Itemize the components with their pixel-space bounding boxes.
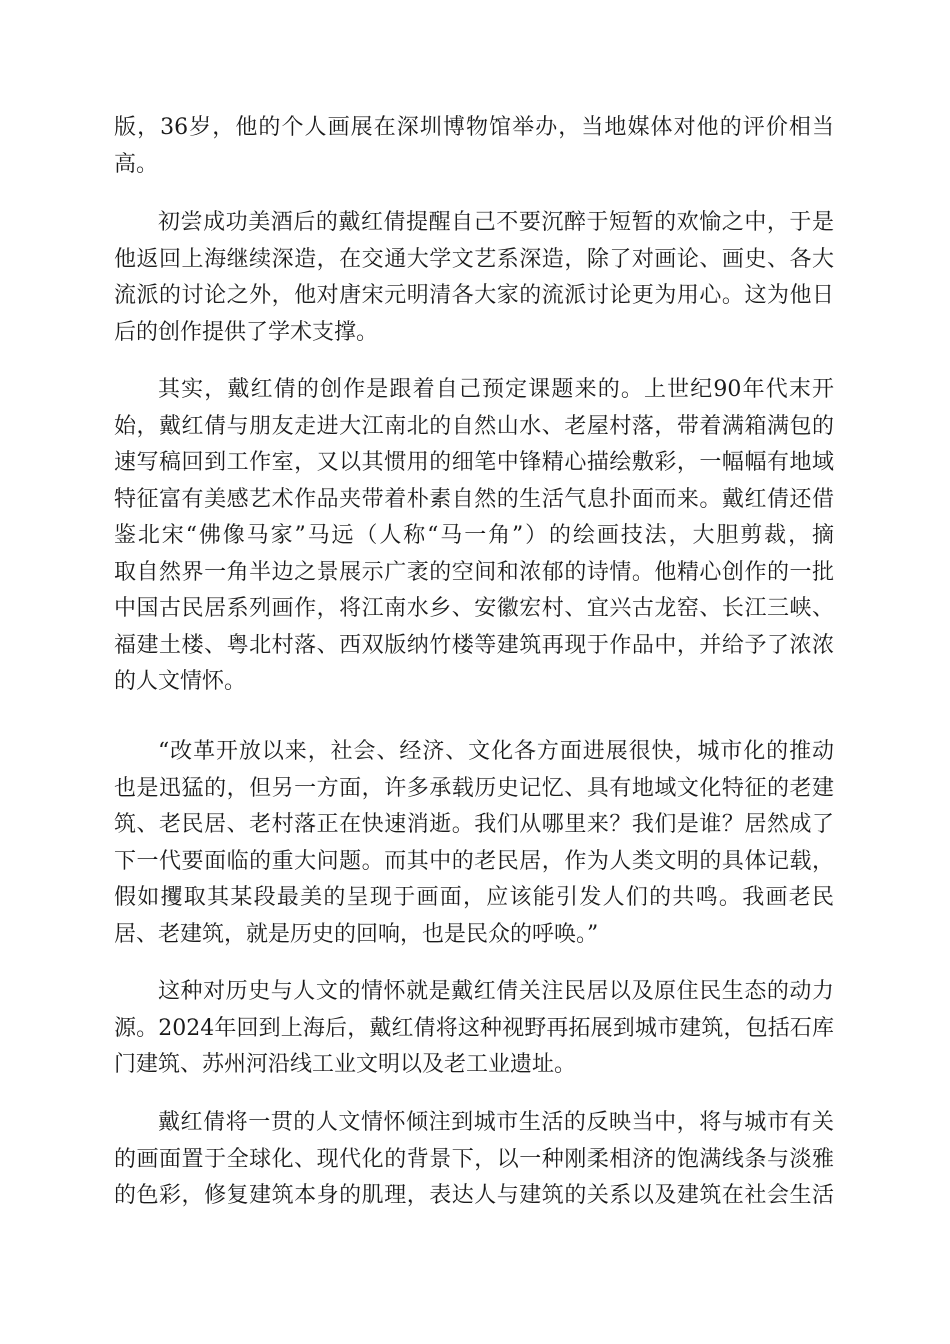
- paragraph-line: 居、老建筑，就是历史的回响，也是民众的呼唤。”: [114, 921, 599, 947]
- paragraph-line: 其实，戴红倩的创作是跟着自己预定课题来的。上世纪90年代末开: [158, 377, 834, 402]
- paragraph-1: [114, 110, 834, 183]
- paragraph-line: 这种对历史与人文的情怀就是戴红倩关注民居以及原住民生态的动力: [158, 979, 834, 1004]
- paragraph-line: 后的创作提供了学术支撑。: [114, 319, 379, 345]
- paragraph-line: 源。2024年回到上海后，戴红倩将这种视野再拓展到城市建筑，包括石库: [114, 1015, 834, 1041]
- paragraph-5: [114, 974, 834, 1084]
- paragraph-line: 始，戴红倩与朋友走进大江南北的自然山水、老屋村落，带着满箱满包的: [114, 413, 834, 439]
- paragraph-line: 福建土楼、粤北村落、西双版纳竹楼等建筑再现于作品中，并给予了浓浓: [114, 632, 834, 658]
- paragraph-line: 高。: [114, 151, 159, 177]
- paragraph-line: “改革开放以来，社会、经济、文化各方面进展很快，城市化的推动: [158, 739, 834, 764]
- paragraph-line: 下一代要面临的重大问题。而其中的老民居，作为人类文明的具体记载，: [114, 848, 834, 874]
- paragraph-line: 他返回上海继续深造，在交通大学文艺系深造，除了对画论、画史、各大: [114, 246, 834, 272]
- paragraph-line: 取自然界一角半边之景展示广袤的空间和浓郁的诗情。他精心创作的一批: [114, 559, 834, 585]
- paragraph-6: [114, 1105, 834, 1215]
- paragraph-line: 的色彩，修复建筑本身的肌理，表达人与建筑的关系以及建筑在社会生活: [114, 1183, 834, 1208]
- paragraph-2: [114, 205, 834, 351]
- paragraph-line: 初尝成功美酒后的戴红倩提醒自己不要沉醉于短暂的欢愉之中，于是: [158, 210, 834, 235]
- paragraph-line: 假如攫取其某段最美的呈现于画面，应该能引发人们的共鸣。我画老民: [114, 885, 834, 910]
- paragraph-line: 鉴北宋“佛像马家”马远（人称“马一角”）的绘画技法，大胆剪裁，摘: [114, 523, 834, 548]
- paragraph-line: 筑、老民居、老村落正在快速消逝。我们从哪里来？我们是谁？居然成了: [114, 812, 834, 837]
- paragraph-line: 戴红倩将一贯的人文情怀倾注到城市生活的反映当中，将与城市有关: [158, 1110, 834, 1135]
- paragraph-3: [114, 372, 834, 701]
- paragraph-line: 的人文情怀。: [114, 669, 247, 694]
- paragraph-line: 也是迅猛的，但另一方面，许多承载历史记忆、具有地域文化特征的老建: [114, 775, 834, 801]
- paragraph-line: 特征富有美感艺术作品夹带着朴素自然的生活气息扑面而来。戴红倩还借: [114, 486, 834, 512]
- paragraph-line: 速写稿回到工作室，又以其惯用的细笔中锋精心描绘敷彩，一幅幅有地域: [114, 450, 834, 475]
- paragraph-line: 中国古民居系列画作，将江南水乡、安徽宏村、宜兴古龙窑、长江三峡、: [114, 596, 834, 621]
- paragraph-line: 版，36岁，他的个人画展在深圳博物馆举办，当地媒体对他的评价相当: [114, 115, 834, 140]
- paragraph-4-quote: [114, 734, 834, 953]
- paragraph-line: 门建筑、苏州河沿线工业文明以及老工业遗址。: [114, 1052, 577, 1077]
- paragraph-line: 流派的讨论之外，他对唐宋元明清各大家的流派讨论更为用心。这为他日: [114, 283, 834, 308]
- paragraph-line: 的画面置于全球化、现代化的背景下，以一种刚柔相济的饱满线条与淡雅: [114, 1146, 834, 1172]
